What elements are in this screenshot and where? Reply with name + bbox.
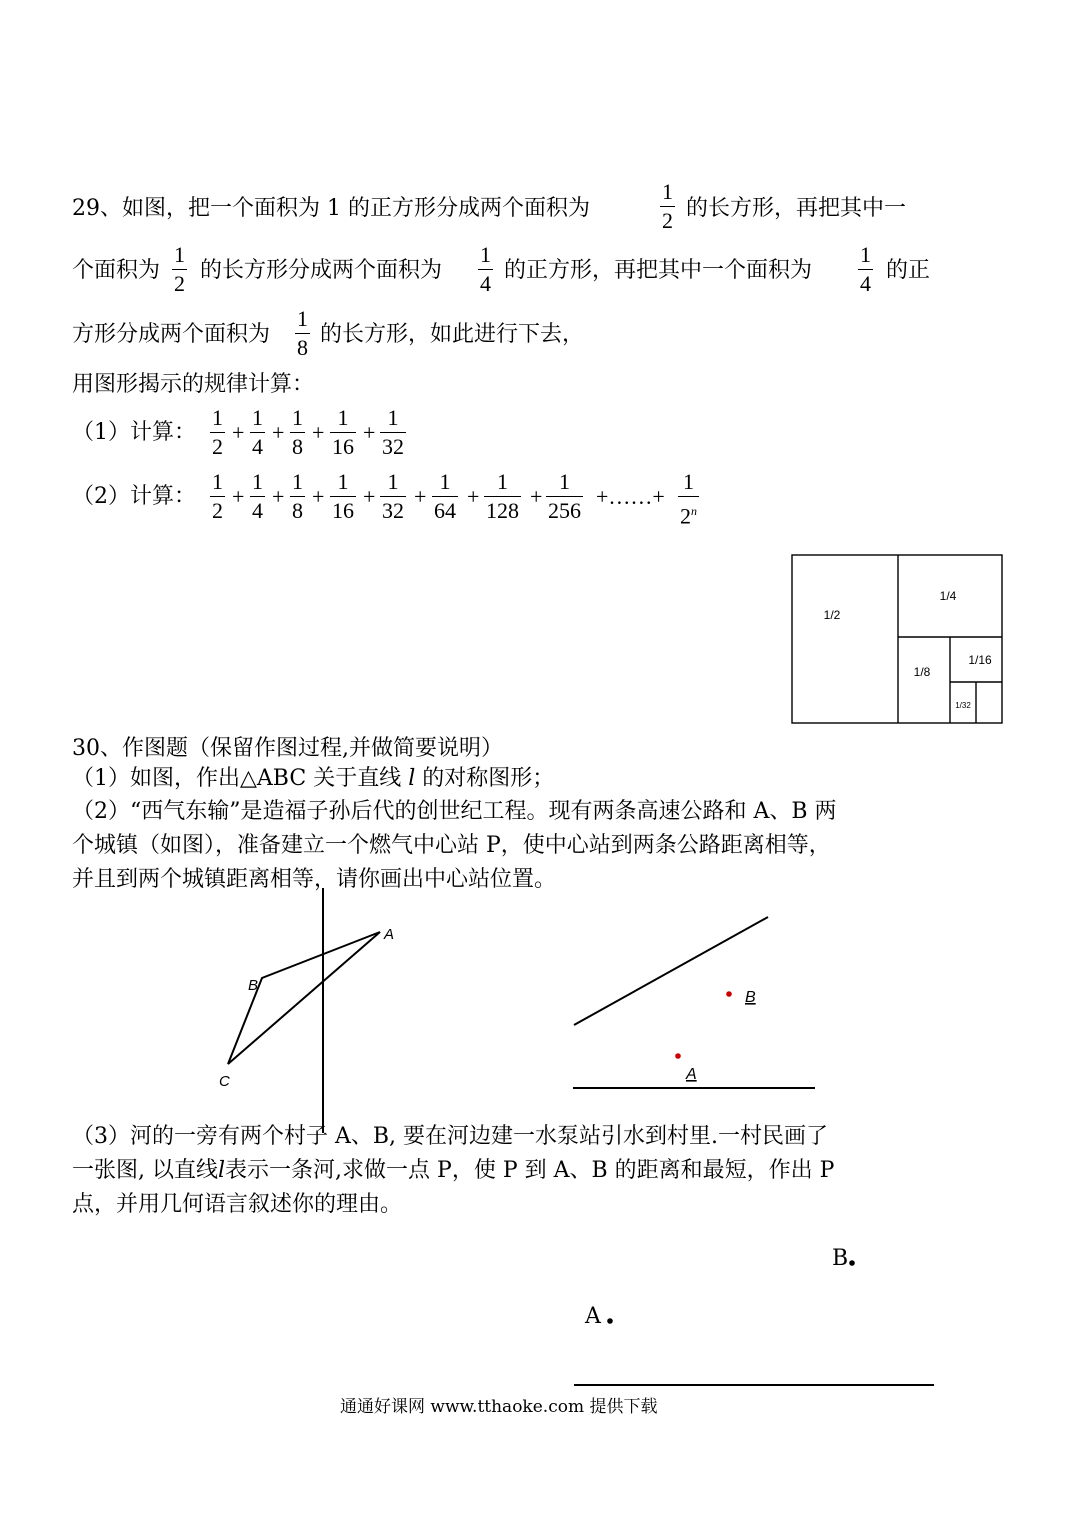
plus-sign: + (467, 484, 480, 509)
q30-part2-line3: 并且到两个城镇距离相等，请你画出中心站位置。 (72, 867, 557, 892)
q29-line2-b: 的长方形分成两个面积为 (200, 258, 443, 283)
fraction-quarter: 1 4 (860, 242, 871, 296)
triangle-abc (228, 932, 380, 1064)
village-b-point (849, 1260, 855, 1266)
fraction-1-128: 1 128 (486, 469, 519, 523)
fraction-1-2: 1 2 (212, 469, 223, 523)
fraction-1-8: 1 8 (292, 405, 303, 459)
q29-line4: 用图形揭示的规律计算： (72, 372, 315, 397)
q29-line3-b: 的长方形，如此进行下去， (320, 322, 585, 347)
triangle-label-b: B (248, 977, 259, 994)
triangle-label-a: A (384, 926, 395, 943)
footer: 通通好课网 www.tthaoke.com 提供下载 (340, 1397, 658, 1417)
q30-part3-line2: 一张图, 以直线l表示一条河,求做一点 P，使 P 到 A、B 的距离和最短，作出 P (72, 1158, 835, 1183)
label-quarter: 1/4 (939, 589, 957, 603)
q30-part2-line2: 个城镇（如图），准备建立一个燃气中心站 P，使中心站到两条公路距离相等， (72, 833, 831, 858)
label-eighth: 1/8 (913, 665, 931, 679)
q29-line2-c: 的正方形，再把其中一个面积为 (504, 258, 813, 283)
town-b-point (726, 991, 732, 997)
fraction-1-2: 1 2 (212, 405, 223, 459)
village-a-point (607, 1318, 613, 1324)
town-label-b: B (745, 989, 756, 1006)
fraction-1-16: 1 16 (332, 405, 354, 459)
plus-sign: + (232, 484, 245, 509)
plus-sign: + (363, 484, 376, 509)
label-sixteenth: 1/16 (968, 653, 992, 667)
triangle-label-c: C (219, 1073, 230, 1090)
fraction-1-256: 1 256 (548, 469, 581, 523)
unit-square (792, 555, 1002, 723)
square-subdivision-figure (792, 555, 1002, 723)
plus-sign: + (272, 484, 285, 509)
plus-sign: + (312, 484, 325, 509)
q30-part3-line1: （3）河的一旁有两个村子 A、B, 要在河边建一水泵站引水到村里.一村民画了 (72, 1124, 829, 1149)
plus-sign: + (232, 420, 245, 445)
label-thirtysecond: 1/32 (955, 701, 971, 710)
q29-part1-label: （1）计算： (72, 420, 196, 445)
q29-line2-d: 的正 (886, 258, 931, 283)
q29-line3-a: 方形分成两个面积为 (72, 322, 271, 347)
fraction-1-4: 1 4 (252, 469, 263, 523)
town-a-point (675, 1053, 681, 1059)
q30-part1: （1）如图，作出△ABC 关于直线 l 的对称图形； (72, 766, 555, 791)
plus-sign: + (530, 484, 543, 509)
town-label-a: A (686, 1066, 697, 1083)
q30-part3-line3: 点，并用几何语言叙述你的理由。 (72, 1192, 403, 1217)
q30-part2-line1: （2）“西气东输”是造福子孙后代的创世纪工程。现有两条高速公路和 A、B 两 (72, 799, 837, 824)
fraction-1-32: 1 32 (382, 469, 404, 523)
fraction-1-32: 1 32 (382, 405, 404, 459)
fraction-1-16: 1 16 (332, 469, 354, 523)
q30-title: 30、作图题（保留作图过程,并做简要说明） (72, 736, 503, 761)
ellipsis-plus: +……+ (596, 484, 665, 509)
plus-sign: + (414, 484, 427, 509)
fraction-half: 1 2 (174, 242, 185, 296)
plus-sign: + (272, 420, 285, 445)
village-label-b: B (832, 1246, 849, 1271)
q29-line2-a: 个面积为 (72, 258, 161, 283)
fraction-1-64: 1 64 (434, 469, 456, 523)
fraction-1-8: 1 8 (292, 469, 303, 523)
plus-sign: + (312, 420, 325, 445)
q29-line1-b: 的长方形，再把其中一 (686, 196, 907, 221)
plus-sign: + (363, 420, 376, 445)
fraction-1-4: 1 4 (252, 405, 263, 459)
q29-line1-a: 29、如图，把一个面积为 1 的正方形分成两个面积为 (72, 196, 590, 221)
q29-part2-label: （2）计算： (72, 484, 196, 509)
fraction-eighth: 1 8 (297, 306, 308, 360)
fraction-half: 1 2 (662, 179, 673, 233)
label-half: 1/2 (823, 608, 841, 622)
highway-1 (574, 917, 768, 1025)
fraction-1-2n: 1 2$^n$ (680, 469, 697, 529)
fraction-quarter: 1 4 (480, 242, 491, 296)
village-label-a: A (585, 1304, 601, 1329)
